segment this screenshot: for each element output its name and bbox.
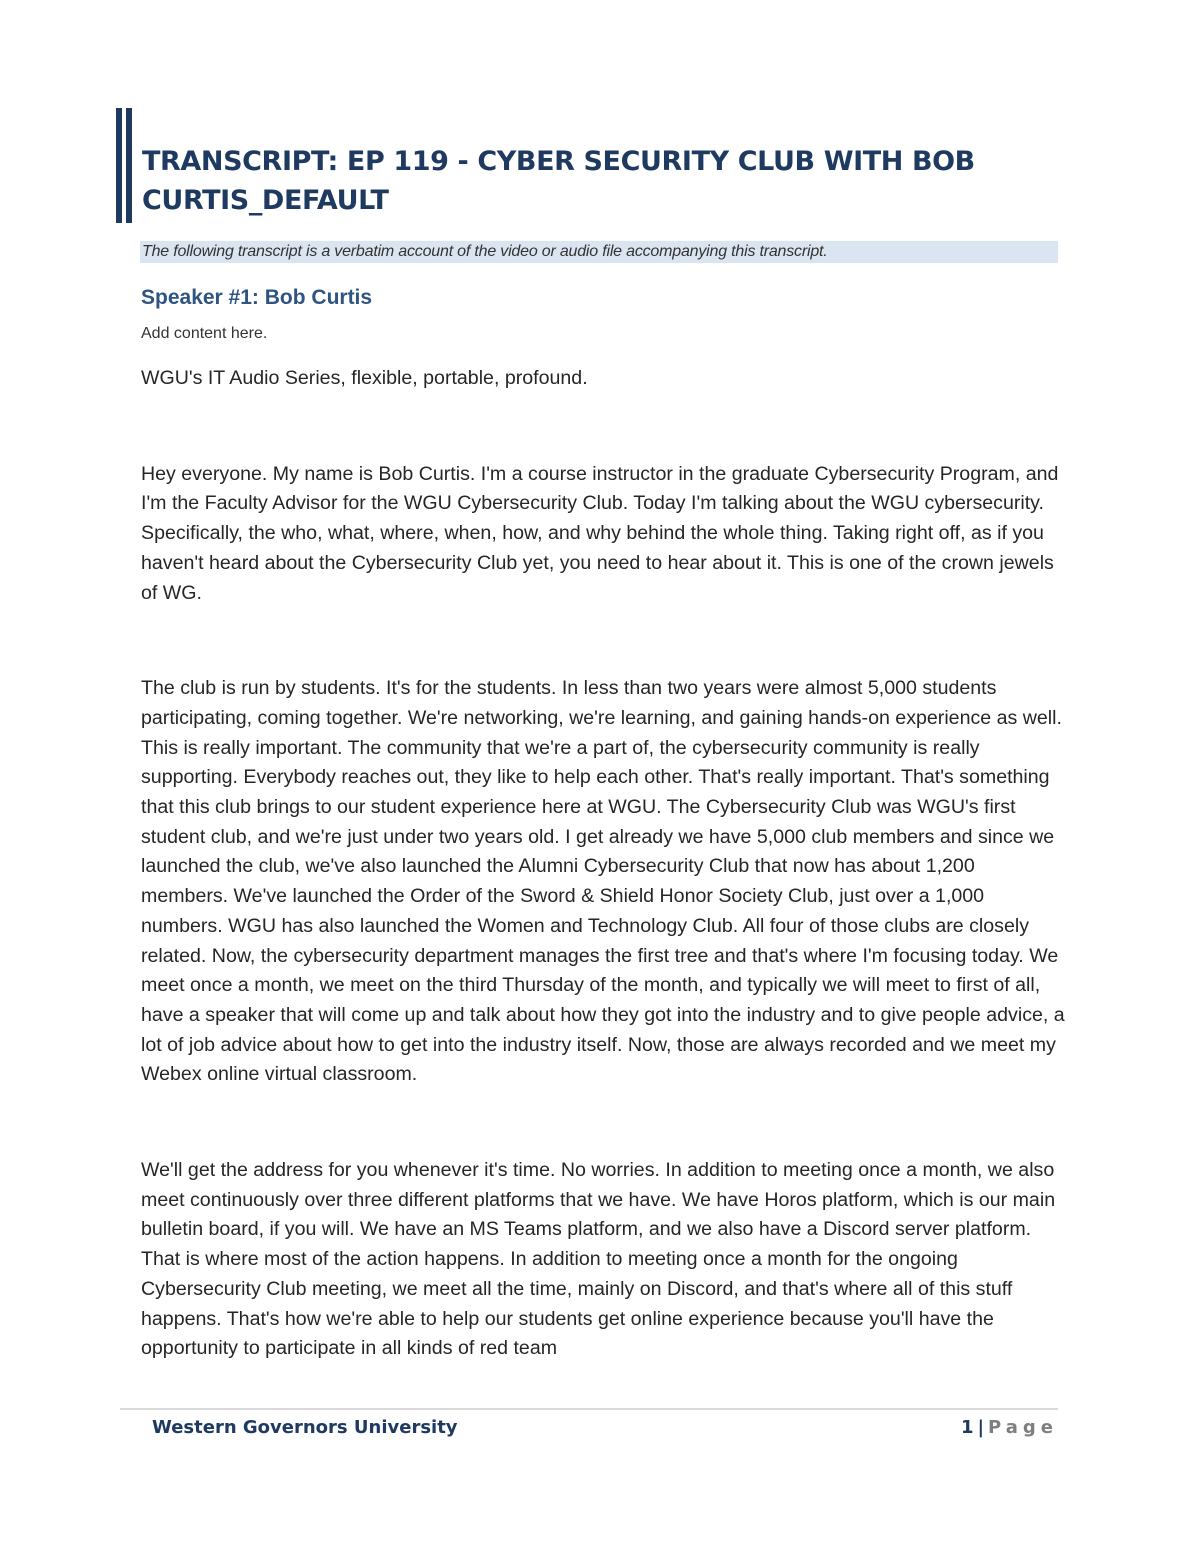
footer-organization: Western Governors University <box>152 1417 458 1438</box>
placeholder-text: Add content here. <box>141 325 268 342</box>
speaker-heading: Speaker #1: Bob Curtis <box>141 286 373 309</box>
title-accent-bars <box>116 108 132 223</box>
transcript-paragraph: Hey everyone. My name is Bob Curtis. I'm a course instructor in the graduate Cybersecurity Program, and I'm the Faculty Advisor for the WGU Cybersecurity Club. Today I'm talking about the WGU cybersecurity. Specifically, the who, what, where, when, how, and why behind the whole thing. Taking right off, as if you haven't heard about the Cybersecurity Club yet, you need to hear about it. This is one of the crown jewels of WG. <box>141 462 1059 604</box>
footer-divider <box>120 1408 1058 1410</box>
transcript-paragraph: The club is run by students. It's for the students. In less than two years were almost 5,000 students participating, coming together. We're networking, we're learning, and gaining hands-on experience as well. This is really important. The community that we're a part of, the cybersecurity community is really supporting. Everybody reaches out, they like to help each other. That's really important. That's something that this club brings to our student experience here at WGU. The Cybersecurity Club was WGU's first student club, and we're just under two years old. I get already we have 5,000 club members and since we launched the club, we've also launched the Alumni Cybersecurity Club that now has about 1,200 members. We've launched the Order of the Sword & Shield Honor Society Club, just over a 1,000 numbers. WGU has also launched the Women and Technology Club. All four of those clubs are closely related. Now, the cybersecurity department manages the first tree and that's where I'm focusing today. We meet once a month, we meet on the third Thursday of the month, and typically we will meet to first of all, have a speaker that will come up and talk about how they got into the industry and to give people advice, a lot of job advice about how to get into the industry itself. Now, those are always recorded and we meet my Webex online virtual classroom. <box>141 677 1065 1086</box>
transcript-paragraph: WGU's IT Audio Series, flexible, portable, profound. <box>141 367 588 389</box>
document-title: TRANSCRIPT: EP 119 - CYBER SECURITY CLUB WITH BOB CURTIS_DEFAULT <box>142 146 975 216</box>
page-indicator <box>961 1415 1058 1441</box>
transcript-paragraph: We'll get the address for you whenever it's time. No worries. In addition to meeting once a month, we also meet continuously over three different platforms that we have. We have Horos platform, which is our main bulletin board, if you will. We have an MS Teams platform, and we also have a Discord server platform. That is where most of the action happens. In addition to meeting once a month for the ongoing Cybersecurity Club meeting, we meet all the time, mainly on Discord, and that's where all of this stuff happens. That's how we're able to help our students get online experience because you'll have the opportunity to participate in all kinds of red team <box>141 1159 1056 1360</box>
page-number: 1 <box>960 1417 974 1438</box>
title-accent-bar <box>116 108 122 223</box>
page-label: Page <box>988 1417 1058 1438</box>
transcript-body <box>141 364 1066 1364</box>
title-accent-bar <box>126 108 132 223</box>
transcript-disclaimer: The following transcript is a verbatim account of the video or audio file accompanying this transcript. <box>140 241 1058 263</box>
page-separator: | <box>977 1417 985 1438</box>
